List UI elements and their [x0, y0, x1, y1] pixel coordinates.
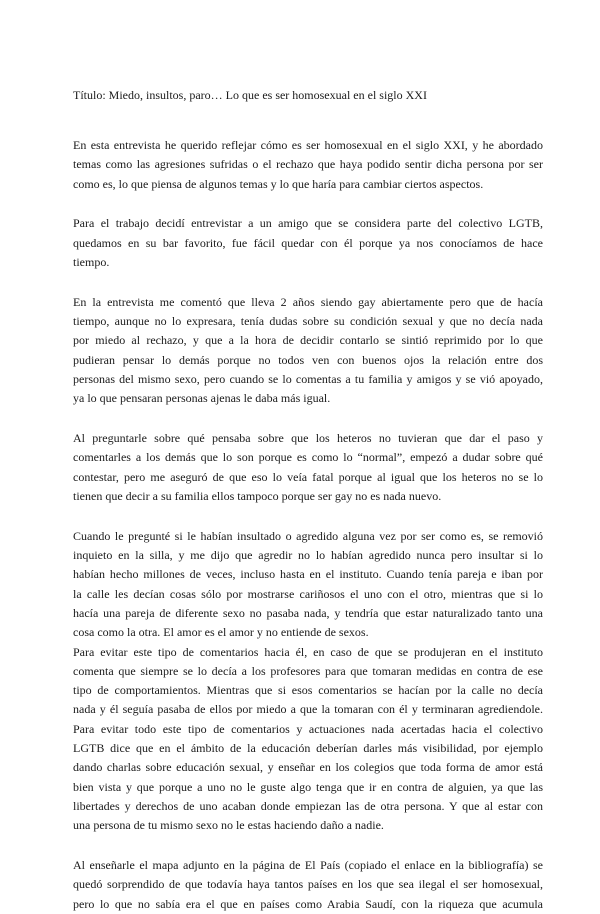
text-line: habían hecho millones de veces, incluso hasta en el instituto. Cuando tenía pareja e iban por	[73, 567, 543, 582]
text-line: tiempo.	[73, 254, 110, 269]
text-line: quedamos en su bar favorito, fue fácil quedar con él porque ya nos conocíamos de hace	[73, 235, 543, 250]
text-line: por miedo al rechazo, y que a la hora de decidir contarlo se sintió reprimido por lo que	[73, 333, 543, 348]
paragraph	[73, 527, 543, 836]
text-line: inquieto en la silla, y me dijo que agredir no lo habían agredido nunca pero insultar si lo	[73, 548, 543, 563]
text-line: comentarles a los demás que lo son porque es como lo “normal”, empezó a dudar sobre qué	[73, 450, 543, 465]
text-line: ya lo que pensaran personas ajenas le daba más igual.	[73, 391, 331, 406]
text-line: Al enseñarle el mapa adjunto en la página de El País (copiado el enlace en la bibliografía) se	[73, 858, 543, 872]
text-line: Para el trabajo decidí entrevistar a un amigo que se considera parte del colectivo LGTB,	[73, 216, 543, 231]
paragraph	[73, 856, 543, 914]
text-line: contestar, pero me aseguró de que eso lo veía fatal porque al igual que los heteros no se lo	[73, 469, 543, 484]
text-line: la calle les decían cosas sólo por mostrarse cariñosos el uno con el otro, mientras que si lo	[73, 586, 543, 601]
text-line: personas del mismo sexo, pero cuando se lo comentas a tu familia y amigos y se vió apoyado,	[73, 371, 543, 386]
paragraph	[73, 429, 543, 506]
text-line: Para evitar todo este tipo de comentarios y actuaciones nada acertadas hacia el colectivo	[73, 721, 543, 736]
text-line: nada y él seguía pasaba de ellos por miedo a que la tomaran con él y terminaran agrediendole.	[73, 702, 543, 717]
document-body	[73, 136, 543, 914]
text-line: Al preguntarle sobre qué pensaba sobre que los heteros no tuvieran que dar el paso y	[73, 431, 543, 446]
text-line: tipo de comportamientos. Mientras que si esos comentarios se hacían por la calle no decía	[73, 683, 543, 698]
text-line: quedó sorprendido de que todavía haya tantos países en los que sea ilegal el ser homosexual,	[73, 877, 543, 892]
text-line: LGTB dice que en el ámbito de la educación deberían darles más visibilidad, por ejemplo	[73, 741, 543, 756]
text-line: tienen que decir a su familia ellos tampoco porque ser gay no es nada nuevo.	[73, 488, 442, 503]
text-line: Cuando le pregunté si le habían insultado o agredido alguna vez por ser como es, se removió	[73, 528, 543, 543]
text-line: Para evitar este tipo de comentarios hacia él, en caso de que se produjeran en el instituto	[73, 644, 543, 659]
text-line: bien vista y que porque a uno no le guste algo tenga que ir en contra de alguien, ya que las	[73, 779, 543, 794]
document-title: Título: Miedo, insultos, paro… Lo que es ser homosexual en el siglo XXI	[73, 88, 427, 102]
text-line: como es, lo que piensa de algunos temas y lo que haría para cambiar ciertos aspectos.	[73, 176, 484, 191]
paragraph	[73, 293, 543, 409]
text-line: cosa como la otra. El amor es el amor y no entiende de sexos.	[73, 625, 369, 640]
text-line: tiempo, aunque no lo expresara, tenía dudas sobre su condición sexual y que no decía nada	[73, 314, 543, 329]
text-line: pudieran pensar lo demás porque no todos ven con buenos ojos la relación entre dos	[73, 352, 543, 367]
paragraph	[73, 136, 543, 194]
text-line: una persona de tu mismo sexo no le estas haciendo daño a nadie.	[73, 818, 384, 833]
text-line: pero lo que no sabía era el que en países como Arabia Saudí, con la riqueza que acumula	[73, 896, 543, 911]
text-line: comenta que siempre se lo decía a los profesores para que tomaran medidas en contra de ese	[73, 663, 543, 678]
text-line: libertades y derechos de uno acaban donde empiezan las de otra persona. Y que al estar con	[73, 798, 543, 813]
text-line: hacía una pareja de diferente sexo no pasaba nada, y tendría que estar naturalizado tanto una	[73, 605, 543, 620]
paragraph	[73, 214, 543, 272]
text-line: dando charlas sobre educación sexual, y enseñar en los colegios que toda forma de amor está	[73, 760, 543, 775]
text-line: En esta entrevista he querido reflejar cómo es ser homosexual en el siglo XXI, y he abordado	[73, 138, 543, 152]
text-line: temas como las agresiones sufridas o el rechazo que haya podido sentir dicha persona por ser	[73, 157, 543, 172]
text-line: En la entrevista me comentó que lleva 2 años siendo gay abiertamente pero que de hacía	[73, 294, 543, 309]
